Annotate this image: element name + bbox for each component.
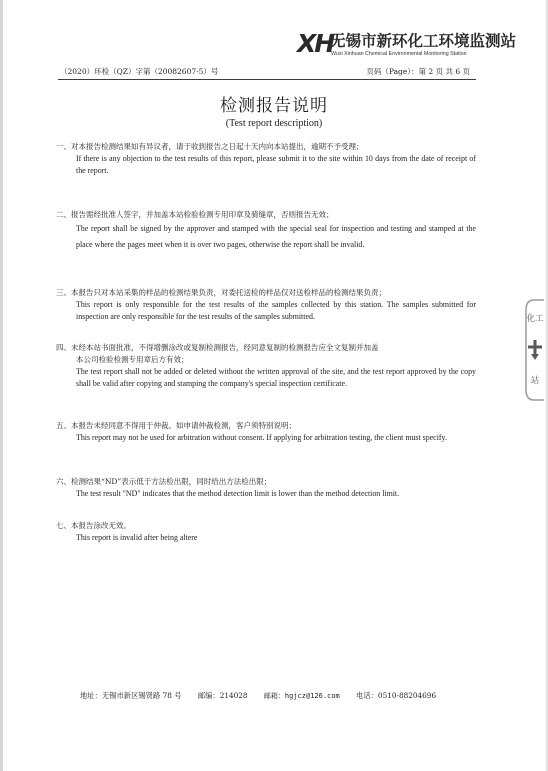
clause-2 [56, 209, 476, 252]
logo-mark-icon: XH [297, 29, 334, 58]
clause-en: The test result "ND" indicates that the method detection limit is lower than the method detection limit. [76, 489, 400, 498]
header-divider [58, 79, 476, 80]
clause-6 [56, 476, 476, 500]
clause-cn: 一、对本报告检测结果如有异议者，请于收到报告之日起十天内向本站提出，逾期不予受理； [56, 142, 364, 151]
seam-stamp-text: 化工 [526, 314, 544, 324]
clause-en: This report may not be used for arbitration without consent. If applying for arbitration testing, the client must specify. [76, 433, 447, 442]
station-logo [297, 30, 527, 66]
clause-en: This report is invalid after being altere [76, 533, 198, 542]
clause-3 [56, 287, 476, 322]
page-footer [80, 691, 450, 701]
clause-4 [56, 342, 476, 389]
clause-cn-continued: 本公司检验检测专用章后方有效； [76, 355, 189, 364]
clause-7 [56, 520, 476, 544]
clause-cn: 六、检测结果“ND”表示低于方法检出限，同时给出方法检出限； [56, 477, 272, 486]
clause-cn: 五、本报告未经同意不得用于仲裁。如申请仲裁检测，客户须特别说明； [56, 421, 296, 430]
footer-postcode: 邮编：214028 [197, 691, 248, 700]
clause-1 [56, 141, 476, 176]
page-title: 检测报告说明 [220, 96, 328, 116]
clause-cn: 三、本报告只对本站采集的样品的检测结果负责，对委托送检的样品仅对送检样品的检测结果负责； [56, 288, 386, 297]
clause-en: This report is only responsible for the test results of the samples collected by this station. The samples submitted for inspection are only responsible for the test results of the samples submitted. [76, 300, 476, 321]
org-name-cn: 无锡市新环化工环境监测站 [330, 32, 517, 50]
clause-en: If there is any objection to the test results of this report, please submit it to the site within 10 days from the date of receipt of the report. [76, 154, 476, 175]
page-subtitle: (Test report description) [225, 118, 323, 129]
document-number: （2020）环检（QZ）字第（20082607-5）号 [60, 67, 219, 76]
page-number: 页码（Page）：第 2 页 共 6 页 [366, 67, 470, 76]
clause-en: The test report shall not be added or deleted without the written approval of the site, and the test report approved by the copy shall be valid after copying and stamping the company's special inspection certificate. [76, 367, 476, 388]
footer-email: 邮箱：hgjcz@126.com [263, 692, 340, 700]
footer-address: 地址：无锡市新区锡贤路 78 号 [80, 691, 182, 700]
clause-cn: 四、未经本站书面批准，不得增删涂改或复制检测报告，经同意复制的检测报告应全文复制并加盖 [56, 343, 379, 352]
org-name-en: Wuxi Xinhuan Chemical Environmental Monitoring Station [331, 51, 467, 57]
seam-stamp [522, 298, 546, 402]
seam-stamp-text: 站 [530, 376, 540, 386]
clause-5 [56, 420, 476, 444]
footer-phone: 电话：0510-88204696 [356, 691, 437, 700]
clause-cn: 七、本报告涂改无效。 [56, 521, 131, 530]
clause-en: The report shall be signed by the approver and stamped with the special seal for inspection and testing and stamped at the place where the pages meet when it is over two pages, otherwise the report shall be invalid. [76, 224, 476, 249]
clause-cn: 二、报告需经批准人签字，并加盖本站检验检测专用印章及骑缝章，否则报告无效； [56, 210, 334, 219]
